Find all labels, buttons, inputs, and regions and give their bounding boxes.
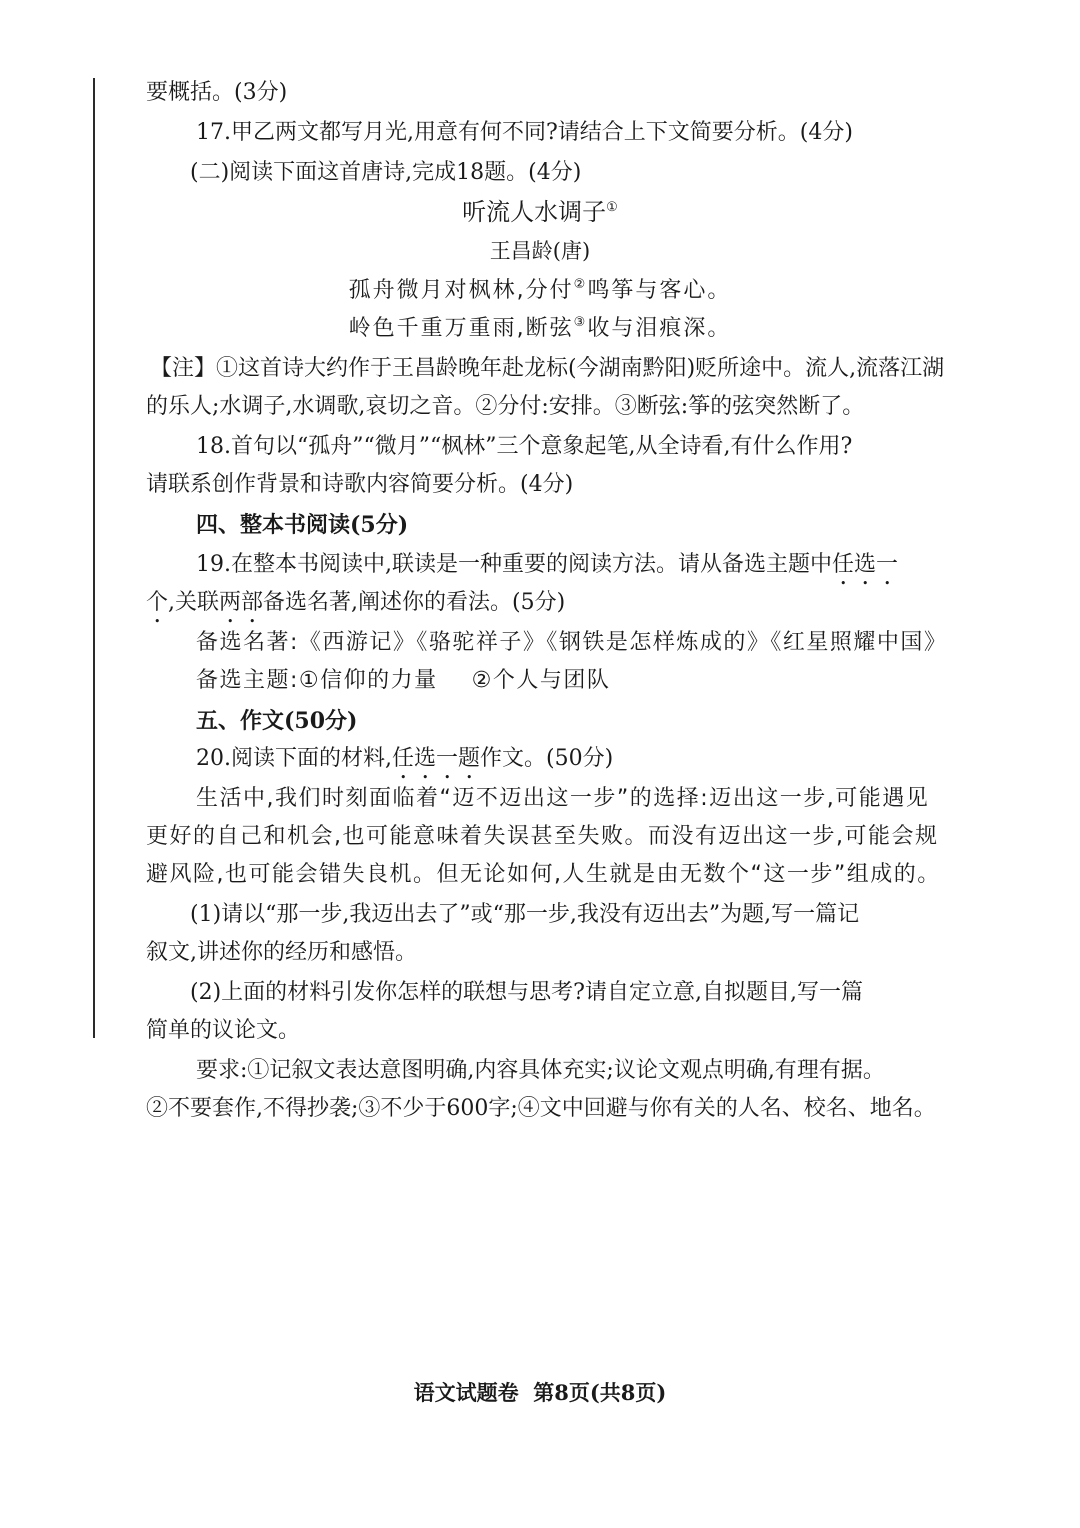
section-5-heading: 五、作文(50分) xyxy=(196,708,358,734)
requirements-line-2: ②不要套作,不得抄袭;③不少于600字;④文中回避与你有关的人名、校名、地名。 xyxy=(146,1096,936,1121)
question-17: 17.甲乙两文都写月光,用意有何不同?请结合上下文简要分析。(4分) xyxy=(196,120,853,145)
material-line-2: 更好的自己和机会,也可能意味着失误甚至失败。而没有迈出这一步,可能会规 xyxy=(146,824,939,849)
candidate-topics: 备选主题:①信仰的力量 ②个人与团队 xyxy=(196,668,611,693)
option-1-line-1: (1)请以“那一步,我迈出去了”或“那一步,我没有迈出去”为题,写一篇记 xyxy=(190,902,860,927)
section-poem-heading: (二)阅读下面这首唐诗,完成18题。(4分) xyxy=(190,160,582,185)
poem-author: 王昌龄(唐) xyxy=(489,239,591,263)
option-1-line-2: 叙文,讲述你的经历和感悟。 xyxy=(146,940,417,965)
question-19-line-1: 19.在整本书阅读中,联读是一种重要的阅读方法。请从备选主题中任选一 xyxy=(196,552,898,577)
section-4-heading: 四、整本书阅读(5分) xyxy=(196,512,409,538)
question-19-line-2: 个,关联两部备选名著,阐述你的看法。(5分) xyxy=(146,590,566,615)
poem-verse-2: 岭色千重万重雨,断弦③收与泪痕深。 xyxy=(348,315,732,341)
material-line-3: 避风险,也可能会错失良机。但无论如何,人生就是由无数个“这一步”组成的。 xyxy=(146,862,941,887)
material-line-1: 生活中,我们时刻面临着“迈不迈出这一步”的选择:迈出这一步,可能遇见 xyxy=(196,786,930,811)
poem-title: 听流人水调子① xyxy=(462,198,618,226)
question-20-intro: 20.阅读下面的材料,任选一题作文。(50分) xyxy=(196,746,614,771)
requirements-line-1: 要求:①记叙文表达意图明确,内容具体充实;议论文观点明确,有理有据。 xyxy=(196,1058,885,1083)
q16-tail: 要概括。(3分) xyxy=(146,80,288,105)
poem-note-line-1: 【注】①这首诗大约作于王昌龄晚年赴龙标(今湖南黔阳)贬所途中。流人,流落江湖 xyxy=(150,356,945,381)
option-2-line-2: 简单的议论文。 xyxy=(146,1018,301,1043)
option-2-line-1: (2)上面的材料引发你怎样的联想与思考?请自定立意,自拟题目,写一篇 xyxy=(190,980,863,1005)
poem-verse-1: 孤舟微月对枫林,分付②鸣筝与客心。 xyxy=(348,277,732,303)
candidate-books: 备选名著:《西游记》《骆驼祥子》《钢铁是怎样炼成的》《红星照耀中国》 xyxy=(196,630,948,655)
question-18-line-1: 18.首句以“孤舟”“微月”“枫林”三个意象起笔,从全诗看,有什么作用? xyxy=(196,434,853,459)
poem-note-line-2: 的乐人;水调子,水调歌,哀切之音。②分付:安排。③断弦:筝的弦突然断了。 xyxy=(146,394,865,419)
question-18-line-2: 请联系创作背景和诗歌内容简要分析。(4分) xyxy=(146,472,574,497)
page-footer: 语文试题卷 第8页(共8页) xyxy=(413,1380,667,1405)
